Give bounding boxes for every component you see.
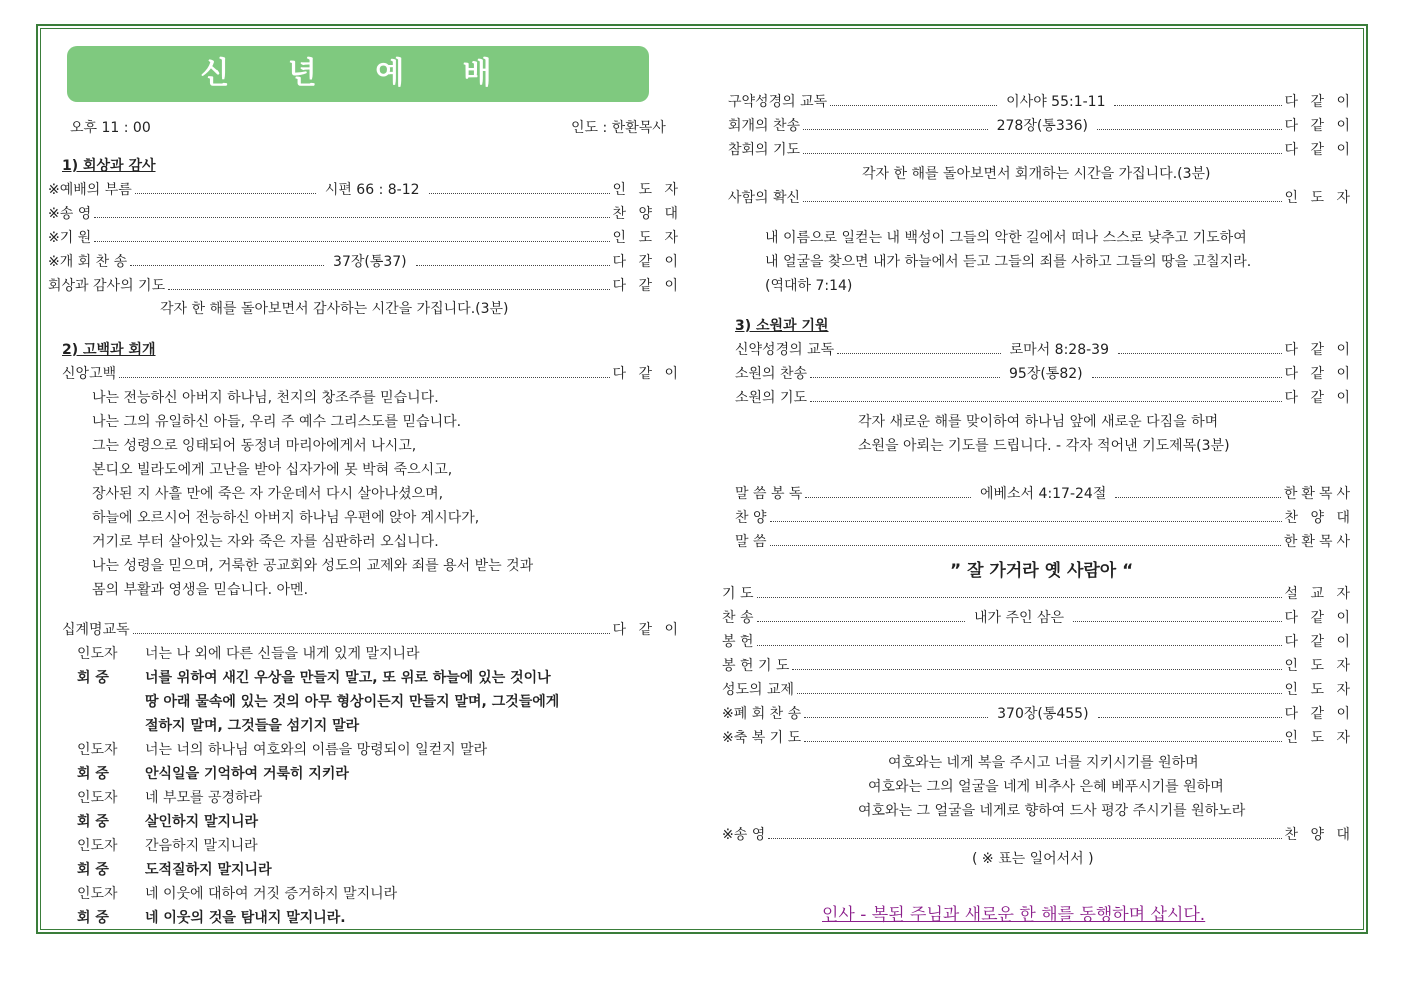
service-time: 오후 11 : 00 xyxy=(70,120,151,136)
commandment-who: 회 중 xyxy=(77,814,109,830)
doxology-who: 찬 양 대 xyxy=(1284,827,1354,843)
dot-leader xyxy=(792,669,1281,670)
item-person: 찬 양 대 xyxy=(612,206,682,222)
dot-leader xyxy=(837,353,1001,354)
order-item xyxy=(728,92,1354,112)
item-person: 다 같 이 xyxy=(1284,634,1354,650)
item-label: 찬 송 xyxy=(722,610,754,626)
item-label: 성도의 교제 xyxy=(722,682,795,698)
commandment-text: 절하지 말며, 그것들을 섬기지 말라 xyxy=(145,718,360,734)
creed-line: 그는 성령으로 잉태되어 동정녀 마리아에게서 나시고, xyxy=(92,438,417,454)
order-item xyxy=(735,532,1354,552)
dot-leader xyxy=(770,545,1281,546)
commandment-text: 땅 아래 물속에 있는 것의 아무 형상이든지 만들지 말며, 그것들에게 xyxy=(145,694,560,710)
repent-note: 각자 한 해를 돌아보면서 회개하는 시간을 가집니다.(3분) xyxy=(862,166,1211,182)
commandment-text: 너를 위하여 새긴 우상을 만들지 말고, 또 위로 하늘에 있는 것이나 xyxy=(145,670,551,686)
item-detail: 로마서 8:28-39 xyxy=(1009,342,1109,358)
commandment-who: 회 중 xyxy=(77,766,109,782)
dot-leader xyxy=(94,241,609,242)
item-label: 기 도 xyxy=(722,586,754,602)
creed-line: 몸의 부활과 영생을 믿습니다. 아멘. xyxy=(92,582,309,598)
dot-leader xyxy=(830,105,997,106)
item-detail: 95장(통82) xyxy=(1009,366,1083,382)
commandment-text: 도적질하지 말지니라 xyxy=(145,862,272,878)
creed-line: 하늘에 오르시어 전능하신 아버지 하나님 우편에 앉아 계시다가, xyxy=(92,510,480,526)
item-label: ※예배의 부름 xyxy=(48,182,132,198)
dot-leader xyxy=(810,401,1281,402)
order-item xyxy=(728,140,1354,160)
commandment-who: 인도자 xyxy=(77,742,118,758)
order-item xyxy=(722,656,1354,676)
item-person: 인 도 자 xyxy=(1284,682,1354,698)
dot-leader xyxy=(803,201,1281,202)
wish-line: 각자 새로운 해를 맞이하여 하나님 앞에 새로운 다짐을 하며 xyxy=(858,414,1219,430)
dot-leader xyxy=(429,193,610,194)
creed-line: 거기로 부터 살아있는 자와 죽은 자를 심판하러 오십니다. xyxy=(92,534,439,550)
dot-leader xyxy=(810,377,1000,378)
item-label: ※폐 회 찬 송 xyxy=(722,706,802,722)
creed-line: 장사된 지 사흘 만에 죽은 자 가운데서 다시 살아나셨으며, xyxy=(92,486,444,502)
item-label: 봉 헌 xyxy=(722,634,754,650)
commandment-who: 인도자 xyxy=(77,646,118,662)
benediction-line: 여호와는 그의 얼굴을 네게 비추사 은혜 베푸시기를 원하며 xyxy=(868,779,1224,795)
order-item xyxy=(735,388,1354,408)
item-detail: 278장(통336) xyxy=(996,118,1089,134)
item-detail: 370장(통455) xyxy=(997,706,1089,722)
creed-line: 나는 성령을 믿으며, 거룩한 공교회와 성도의 교제와 죄를 용서 받는 것과 xyxy=(92,558,534,574)
dot-leader xyxy=(1115,497,1281,498)
order-item xyxy=(722,632,1354,652)
item-label: 말 씀 xyxy=(735,534,767,550)
greeting-text: 인사 - 복된 주님과 새로운 한 해를 동행하며 삽시다. xyxy=(822,905,1206,925)
doxology-label: ※송 영 xyxy=(722,827,766,843)
order-item xyxy=(722,704,1354,724)
dot-leader xyxy=(1092,377,1282,378)
creed-who: 다 같 이 xyxy=(612,366,682,382)
item-detail: 37장(통37) xyxy=(333,254,407,270)
item-label: 말 씀 봉 독 xyxy=(735,486,803,502)
creed-line: 본디오 빌라도에게 고난을 받아 십자가에 못 박혀 죽으시고, xyxy=(92,462,453,478)
item-person: 다 같 이 xyxy=(1284,610,1354,626)
dot-leader xyxy=(803,153,1281,154)
dot-leader xyxy=(797,693,1281,694)
commandment-text: 간음하지 말지니라 xyxy=(145,838,258,854)
section-3-heading: 3) 소원과 기원 xyxy=(735,318,829,334)
item-label: ※개 회 찬 송 xyxy=(48,254,128,270)
dot-leader xyxy=(1073,621,1281,622)
dot-leader xyxy=(168,289,609,290)
verse-line: (역대하 7:14) xyxy=(765,278,853,294)
dot-leader xyxy=(757,597,1282,598)
item-person: 찬 양 대 xyxy=(1284,510,1354,526)
creed-line: 나는 전능하신 아버지 하나님, 천지의 창조주를 믿습니다. xyxy=(92,390,439,406)
commands-label: 십계명교독 xyxy=(62,622,130,638)
dot-leader xyxy=(804,717,988,718)
dot-leader xyxy=(1098,717,1282,718)
order-item xyxy=(722,680,1354,700)
order-item xyxy=(722,608,1354,628)
dot-leader xyxy=(803,129,988,130)
item-person: 인 도 자 xyxy=(612,182,683,198)
item-person: 인 도 자 xyxy=(1284,658,1354,674)
order-item xyxy=(735,340,1354,360)
item-person: 다 같 이 xyxy=(1284,142,1354,158)
commandment-text: 너는 나 외에 다른 신들을 내게 있게 말지니라 xyxy=(145,646,420,662)
leader-info: 인도 : 한환목사 xyxy=(571,120,666,136)
commandment-text: 네 부모를 공경하라 xyxy=(145,790,263,806)
order-item xyxy=(48,180,682,200)
commandment-who: 인도자 xyxy=(77,886,118,902)
verse-line: 내 얼굴을 찾으면 내가 하늘에서 듣고 그들의 죄를 사하고 그들의 땅을 고칠지라. xyxy=(765,254,1252,270)
order-item xyxy=(48,276,682,296)
item-person: 다 같 이 xyxy=(1284,94,1354,110)
item-label: 봉 헌 기 도 xyxy=(722,658,790,674)
item-detail: 내가 주인 삼은 xyxy=(973,610,1065,626)
commands-who: 다 같 이 xyxy=(612,622,682,638)
commandment-text: 네 이웃의 것을 탐내지 말지니라. xyxy=(145,910,346,926)
item-person: 다 같 이 xyxy=(1284,342,1354,358)
item-detail: 시편 66 : 8-12 xyxy=(324,182,420,198)
commandment-who: 회 중 xyxy=(77,670,109,686)
dot-leader xyxy=(757,621,965,622)
wish-line: 소원을 아뢰는 기도를 드립니다. - 각자 적어낸 기도제목(3분) xyxy=(858,438,1230,454)
dot-leader xyxy=(805,497,971,498)
item-detail: 에베소서 4:17-24절 xyxy=(979,486,1107,502)
sermon-title: ” 잘 가거라 옛 사람아 “ xyxy=(950,561,1134,581)
item-label: 신약성경의 교독 xyxy=(735,342,835,358)
section-2-heading: 2) 고백과 회개 xyxy=(62,342,156,358)
commandment-text: 네 이웃에 대하여 거짓 증거하지 말지니라 xyxy=(145,886,398,902)
commandment-text: 너는 너의 하나님 여호와의 이름을 망령되이 일컫지 말라 xyxy=(145,742,488,758)
assurance-row xyxy=(728,188,1354,208)
item-person: 다 같 이 xyxy=(1284,706,1354,722)
page-title: 신 년 예 배 xyxy=(67,46,649,102)
dot-leader xyxy=(1097,129,1282,130)
order-item xyxy=(735,508,1354,528)
commandment-who: 인도자 xyxy=(77,838,118,854)
item-person: 설 교 자 xyxy=(1284,586,1354,602)
item-person: 다 같 이 xyxy=(1284,390,1354,406)
item-label: 소원의 찬송 xyxy=(735,366,808,382)
item-person: 다 같 이 xyxy=(612,254,682,270)
item-person: 한환목사 xyxy=(1283,534,1354,550)
standing-note: ( ※ 표는 일어서서 ) xyxy=(972,851,1094,867)
item-person: 인 도 자 xyxy=(612,230,682,246)
section-1-heading: 1) 회상과 감사 xyxy=(62,158,156,174)
item-label: ※기 원 xyxy=(48,230,92,246)
item-label: 찬 양 xyxy=(735,510,767,526)
commandment-text: 안식일을 기억하여 거룩히 지키라 xyxy=(145,766,349,782)
dot-leader xyxy=(1114,105,1281,106)
commandment-who: 회 중 xyxy=(77,910,109,926)
order-item xyxy=(735,364,1354,384)
dot-leader xyxy=(94,217,609,218)
dot-leader xyxy=(770,521,1282,522)
thanks-note: 각자 한 해를 돌아보면서 감사하는 시간을 가집니다.(3분) xyxy=(160,301,509,317)
dot-leader xyxy=(757,645,1282,646)
benediction-line: 여호와는 네게 복을 주시고 너를 지키시기를 원하며 xyxy=(888,755,1199,771)
order-item xyxy=(722,728,1354,748)
item-detail: 이사야 55:1-11 xyxy=(1006,94,1106,110)
item-person: 다 같 이 xyxy=(1284,366,1355,382)
dot-leader xyxy=(135,193,316,194)
commandment-who: 회 중 xyxy=(77,862,109,878)
commandment-text: 살인하지 말지니라 xyxy=(145,814,259,830)
order-item xyxy=(728,116,1354,136)
dot-leader xyxy=(133,633,610,634)
dot-leader xyxy=(768,838,1281,839)
order-item xyxy=(48,204,682,224)
item-label: 구약성경의 교독 xyxy=(728,94,828,110)
assurance-who: 인 도 자 xyxy=(1284,190,1354,206)
item-label: 회상과 감사의 기도 xyxy=(48,278,166,294)
assurance-label: 사함의 확신 xyxy=(728,190,801,206)
creed-row xyxy=(62,364,682,384)
item-label: 회개의 찬송 xyxy=(728,118,801,134)
dot-leader xyxy=(416,265,610,266)
item-label: 소원의 기도 xyxy=(735,390,808,406)
order-item xyxy=(48,228,682,248)
order-item xyxy=(48,252,682,272)
verse-line: 내 이름으로 일컫는 내 백성이 그들의 악한 길에서 떠나 스스로 낮추고 기도하여 xyxy=(765,230,1247,246)
dot-leader xyxy=(1118,353,1282,354)
final-doxology-row xyxy=(722,825,1354,845)
item-label: ※축 복 기 도 xyxy=(722,730,802,746)
dot-leader xyxy=(804,741,1281,742)
item-person: 다 같 이 xyxy=(612,278,682,294)
dot-leader xyxy=(119,377,609,378)
commands-row xyxy=(62,620,682,640)
benediction-line: 여호와는 그 얼굴을 네게로 향하여 드사 평강 주시기를 원하노라 xyxy=(858,803,1246,819)
creed-line: 나는 그의 유일하신 아들, 우리 주 예수 그리스도를 믿습니다. xyxy=(92,414,462,430)
creed-label: 신앙고백 xyxy=(62,366,117,382)
item-person: 한환목사 xyxy=(1283,486,1354,502)
item-person: 인 도 자 xyxy=(1284,730,1354,746)
commandment-who: 인도자 xyxy=(77,790,118,806)
order-item xyxy=(722,584,1354,604)
item-person: 다 같 이 xyxy=(1284,118,1355,134)
item-label: 참회의 기도 xyxy=(728,142,801,158)
dot-leader xyxy=(130,265,324,266)
item-label: ※송 영 xyxy=(48,206,92,222)
order-item xyxy=(735,484,1354,504)
